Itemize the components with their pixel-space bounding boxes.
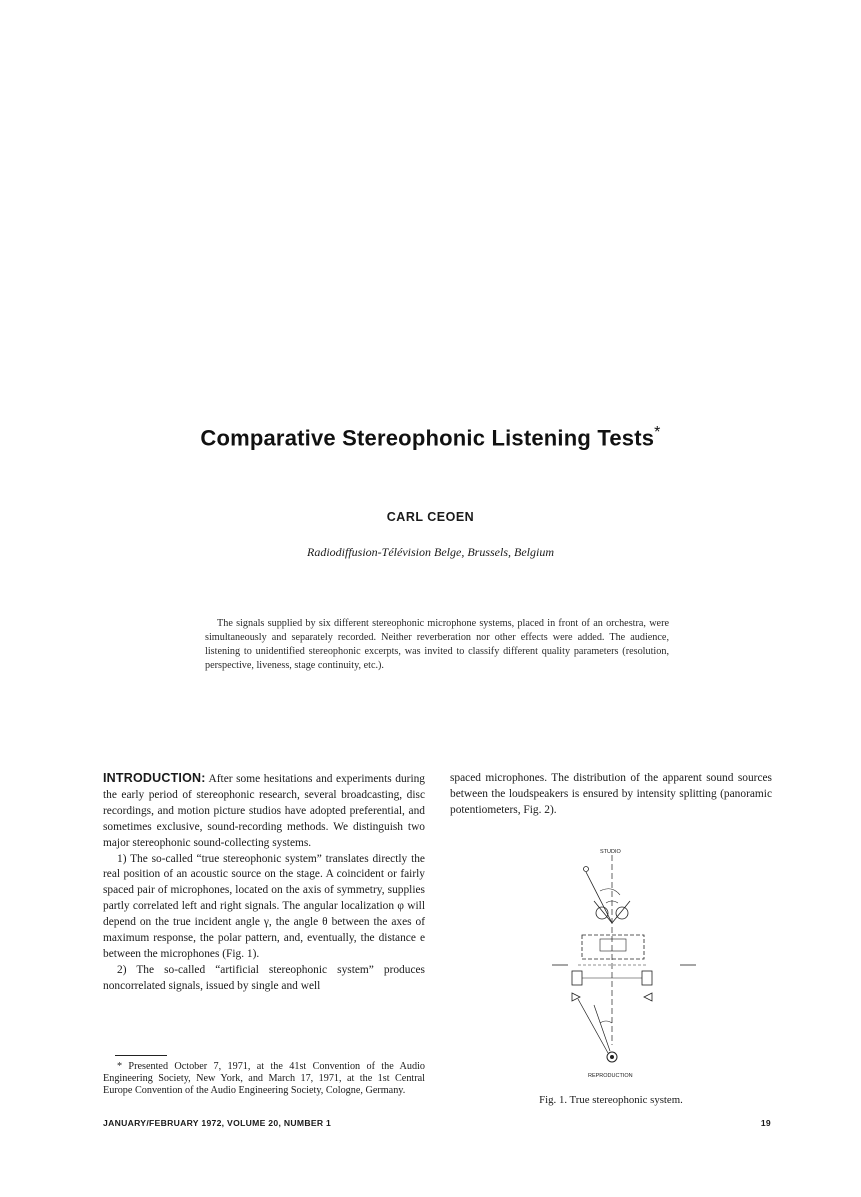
author-name: CARL CEOEN: [386, 510, 475, 524]
page-footer: [103, 1118, 771, 1128]
left-mic-lobe: [596, 907, 608, 919]
figure-caption: Fig. 1. True stereophonic system.: [539, 1094, 683, 1106]
intro-heading: INTRODUCTION:: [103, 771, 206, 785]
figure-bottom-label: REPRODUCTION: [588, 1073, 633, 1079]
right-mic-lobe: [616, 907, 628, 919]
paragraph-continued: spaced microphones. The distribution of the apparent sound sources between the loudspeakers is ensured by intensity splitting (panoramic potentiometers, Fig. 2).: [450, 772, 772, 816]
angle-arc: [600, 889, 620, 895]
intro-text: After some hesitations and experiments during the early period of stereophonic research, several broadcasting, disc recordings, and motion picture studios have adopted preferential, and sometimes exclusive, sound-recording methods. We distinguish two major stereophonic sound-collecting systems.: [103, 773, 426, 849]
footnote-rule: [115, 1055, 167, 1056]
article-title-text: Comparative Stereophonic Listening Tests: [200, 425, 655, 451]
listener-dot: [610, 1055, 614, 1059]
figure-top-label: STUDIO: [600, 849, 621, 855]
body-column-right: [450, 771, 772, 819]
source-icon: [584, 867, 589, 872]
footnote: * Presented October 7, 1971, at the 41st Convention of the Audio Engineering Society, New York, and March 17, 1971, at the 1st Central Europe Convention of the Audio Engineering Society, Cologne, Germany.: [103, 1061, 425, 1096]
title-footnote-mark: *: [654, 424, 661, 441]
phi-arc: [600, 1021, 612, 1023]
right-channel-box: [642, 971, 652, 985]
right-speaker-icon: [644, 993, 652, 1001]
left-channel-box: [572, 971, 582, 985]
body-column-left: [103, 771, 425, 995]
author-affiliation: Radiodiffusion-Télévision Belge, Brussels, Belgium: [307, 545, 554, 559]
true-stereo-diagram: [548, 845, 698, 1080]
left-listening-ray: [578, 999, 608, 1053]
abstract: The signals supplied by six different stereophonic microphone systems, placed in front of an orchestra, were simultaneously and separately recorded. Neither reverberation nor other effects were added. The audience, listening to unidentified stereophonic excerpts, was invited to classify different quality parameters (resolution, perspective, liveness, stage continuity, etc.).: [205, 618, 669, 671]
apparent-source-ray: [594, 1005, 610, 1051]
intro-paragraph: [103, 771, 425, 852]
incidence-line: [586, 872, 612, 923]
page-number: 19: [760, 1118, 771, 1128]
paragraph-artificial-stereo: 2) The so-called “artificial stereophonic system” produces noncorrelated signals, issued by single and well: [103, 963, 425, 992]
paragraph-true-stereo: 1) The so-called “true stereophonic system” translates directly the real position of an acoustic source on the stage. A coincident or fairly spaced pair of microphones, located on the axis of symmetry, supplies partly correlated left and right signals. The angular localization φ will depend on the true incident angle γ, the angle θ between the axes of maximum response, the polar pattern, and, eventually, the distance e between the microphones (Fig. 1).: [103, 852, 425, 960]
journal-issue: JANUARY/FEBRUARY 1972, VOLUME 20, NUMBER 1: [103, 1118, 332, 1128]
figure-1: [548, 845, 698, 1080]
mixing-box: [582, 935, 644, 959]
article-title: [0, 424, 861, 451]
coincident-pair: [600, 939, 626, 951]
